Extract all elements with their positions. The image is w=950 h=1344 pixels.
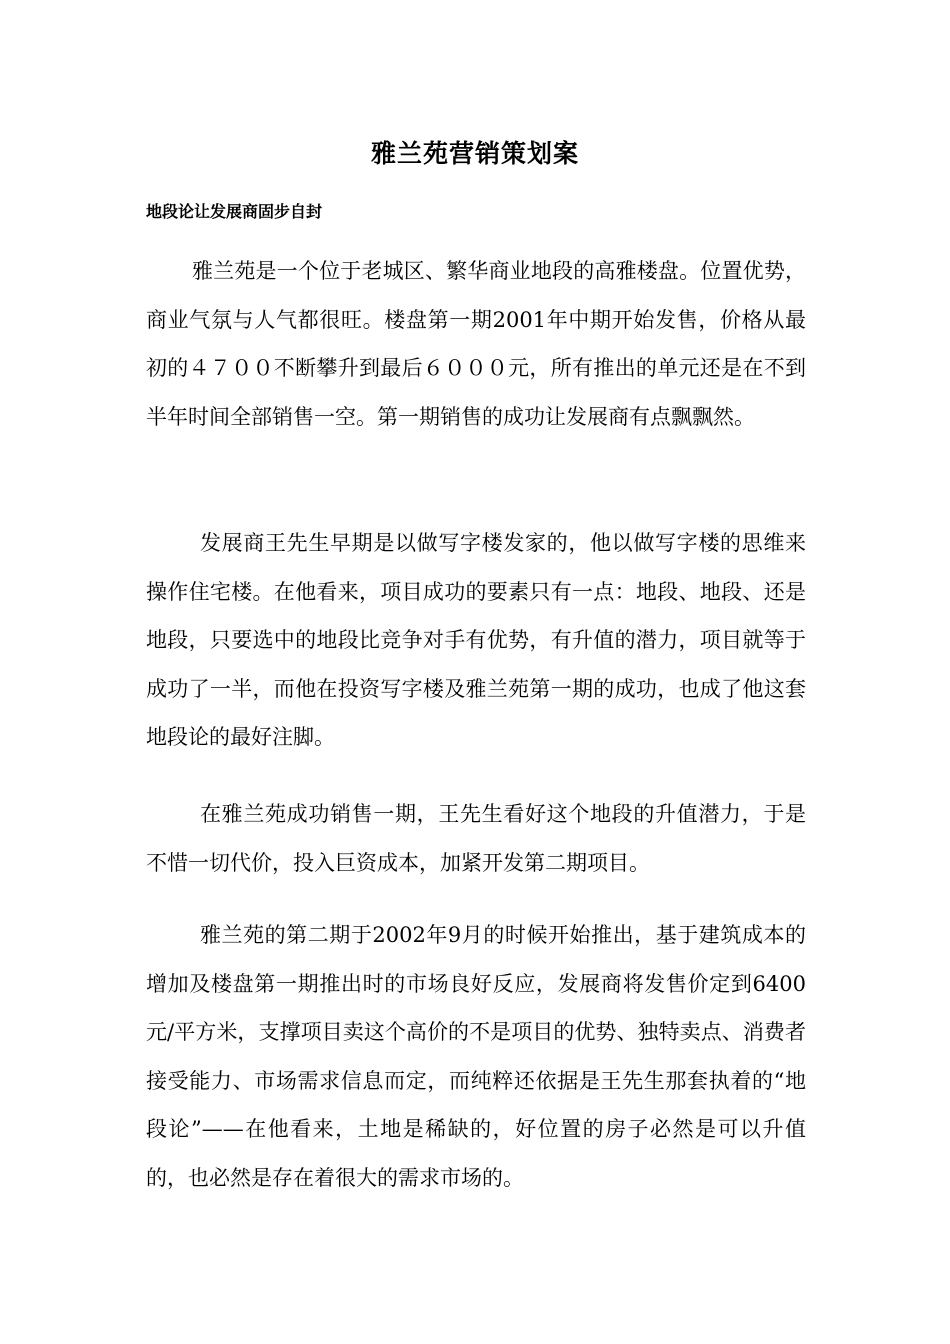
document-title: 雅兰苑营销策划案 [370, 139, 579, 168]
section-heading: 地段论让发展商固步自封 [146, 202, 323, 221]
paragraph-4: 雅兰苑的第二期于2002年9月的时候开始推出，基于建筑成本的增加及楼盘第一期推出时的市场良好反应，发展商将发售价定到6400元/平方米，支撑项目卖这个高价的不是项目的优势、独特卖点、消费者接受能力、市场需求信息而定，而纯粹还依据是王先生那套执着的“地段论”——在他看来，土地是稀缺的，好位置的房子必然是可以升值的，也必然是存在着很大的需求市场的。 [146, 923, 806, 1190]
paragraph-2: 发展商王先生早期是以做写字楼发家的，他以做写字楼的思维来操作住宅楼。在他看来，项目成功的要素只有一点：地段、地段、还是地段，只要选中的地段比竞争对手有优势，有升值的潜力，项目就等于成功了一半，而他在投资写字楼及雅兰苑第一期的成功，也成了他这套地段论的最好注脚。 [146, 531, 806, 749]
paragraph-1: 雅兰苑是一个位于老城区、繁华商业地段的高雅楼盘。位置优势，商业气氛与人气都很旺。楼盘第一期2001年中期开始发售，价格从最初的４７００不断攀升到最后６０００元，所有推出的单元还是在不到半年时间全部销售一空。第一期销售的成功让发展商有点飘飘然。 [146, 259, 806, 429]
paragraph-3: 在雅兰苑成功销售一期，王先生看好这个地段的升值潜力，于是不惜一切代价，投入巨资成本，加紧开发第二期项目。 [146, 802, 806, 875]
